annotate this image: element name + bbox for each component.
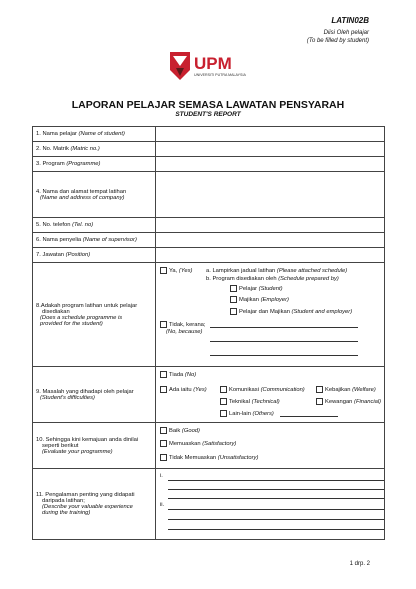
q11-line-6[interactable] (168, 529, 384, 530)
q10-satisfactory[interactable]: Memuaskan (Satisfactory) (160, 440, 236, 447)
q9-has-checkbox[interactable] (160, 386, 167, 393)
q9-others-line[interactable] (280, 416, 338, 417)
page-number: 1 drp. 2 (349, 561, 370, 567)
upm-logo (168, 50, 248, 84)
q8-reason-line-3[interactable] (210, 355, 358, 356)
q9-others[interactable]: Lain-lain (Others) (220, 410, 274, 417)
cell-q10 (156, 423, 385, 469)
q11-line-1[interactable] (168, 480, 384, 481)
input-company[interactable] (156, 172, 385, 218)
q9-others-checkbox[interactable] (220, 410, 227, 417)
input-programme[interactable] (156, 157, 385, 172)
q8-yes[interactable]: Ya, (Yes) (160, 267, 192, 274)
label-company: 4. Nama dan alamat tempat latihan (Name and address of company) (33, 172, 156, 218)
q11-ii: ii. (160, 502, 165, 508)
label-phone: 5. No. telefon (Tel. no) (33, 218, 156, 233)
q8-no[interactable]: Tidak, kerana; (160, 321, 206, 328)
q8-yes-checkbox[interactable] (160, 267, 167, 274)
q10-good-checkbox[interactable] (160, 427, 167, 434)
row-position (33, 248, 385, 263)
q8-reason-line-1[interactable] (210, 327, 358, 328)
input-phone[interactable] (156, 218, 385, 233)
q8-opt-student[interactable]: Pelajar (Student) (230, 285, 283, 292)
q9-communication[interactable]: Komunikasi (Communication) (220, 386, 305, 393)
row-q9 (33, 367, 385, 423)
q9-none[interactable]: Tiada (No) (160, 371, 196, 378)
q9-welfare[interactable]: Kebajikan (Welfare) (316, 386, 376, 393)
row-q8 (33, 263, 385, 367)
svg-text:UNIVERSITI PUTRA MALAYSIA: UNIVERSITI PUTRA MALAYSIA (194, 73, 246, 77)
input-name[interactable] (156, 127, 385, 142)
label-q11: 11. Pengalaman penting yang didapati daripada latihan; (Describe your valuable experience during the training) (33, 469, 156, 540)
cell-q9 (156, 367, 385, 423)
input-position[interactable] (156, 248, 385, 263)
label-supervisor: 6. Nama penyelia (Name of supervisor) (33, 233, 156, 248)
q9-communication-checkbox[interactable] (220, 386, 227, 393)
q11-line-3[interactable] (168, 498, 384, 499)
row-name (33, 127, 385, 142)
row-matric (33, 142, 385, 157)
label-position: 7. Jawatan (Position) (33, 248, 156, 263)
filled-by-en: (To be filled by student) (306, 38, 369, 44)
label-matric: 2. No. Matrik (Matric no.) (33, 142, 156, 157)
label-q10: 10. Sehingga kini kemajuan anda dinilai seperti berikut (Evaluate your programme) (33, 423, 156, 469)
report-table (32, 126, 385, 540)
row-supervisor (33, 233, 385, 248)
q10-satisfactory-checkbox[interactable] (160, 440, 167, 447)
q8-b: b. Program disediakan oleh (Schedule prepared by) (206, 276, 339, 282)
page-subtitle: STUDENT'S REPORT (175, 111, 241, 118)
q9-financial-checkbox[interactable] (316, 398, 323, 405)
q8-a: a. Lampirkan jadual latihan (Please attached schedule) (206, 268, 348, 274)
row-company (33, 172, 385, 218)
q8-opt-both-checkbox[interactable] (230, 308, 237, 315)
svg-text:UPM: UPM (194, 54, 232, 73)
page-title: LAPORAN PELAJAR SEMASA LAWATAN PENSYARAH (71, 99, 345, 111)
label-q9: 9. Masalah yang dihadapi oleh pelajar (Student's difficulties) (33, 367, 156, 423)
label-name: 1. Nama pelajar (Name of student) (33, 127, 156, 142)
input-matric[interactable] (156, 142, 385, 157)
form-code: LATIN02B (331, 16, 369, 25)
cell-q8 (156, 263, 385, 367)
cell-q11 (156, 469, 385, 540)
input-supervisor[interactable] (156, 233, 385, 248)
q8-opt-employer[interactable]: Majikan (Employer) (230, 296, 289, 303)
q9-technical-checkbox[interactable] (220, 398, 227, 405)
row-phone (33, 218, 385, 233)
q8-opt-employer-checkbox[interactable] (230, 296, 237, 303)
row-programme (33, 157, 385, 172)
q8-no-checkbox[interactable] (160, 321, 167, 328)
q11-line-4[interactable] (168, 509, 384, 510)
q10-unsatisfactory-checkbox[interactable] (160, 454, 167, 461)
q9-financial[interactable]: Kewangan (Financial) (316, 398, 381, 405)
q8-reason-line-2[interactable] (210, 341, 358, 342)
row-q10 (33, 423, 385, 469)
row-q11 (33, 469, 385, 540)
filled-by-ms: Diisi Oleh pelajar (323, 30, 369, 36)
q9-welfare-checkbox[interactable] (316, 386, 323, 393)
label-q8: 8.Adakah program latihan untuk pelajar disediakan (Does a schedule programme is provided for the student) (33, 263, 156, 367)
q8-opt-student-checkbox[interactable] (230, 285, 237, 292)
q8-opt-both[interactable]: Pelajar dan Majikan (Student and employer) (230, 308, 352, 315)
q9-technical[interactable]: Teknikal (Technical) (220, 398, 280, 405)
q8-no-en: (No, because) (166, 329, 203, 335)
q11-line-5[interactable] (168, 519, 384, 520)
q9-has[interactable]: Ada iaitu (Yes) (160, 386, 207, 393)
q10-good[interactable]: Baik (Good) (160, 427, 200, 434)
q11-line-2[interactable] (168, 489, 384, 490)
q11-i: i. (160, 473, 163, 479)
label-programme: 3. Program (Programme) (33, 157, 156, 172)
q10-unsatisfactory[interactable]: Tidak Memuaskan (Unsatisfactory) (160, 454, 258, 461)
q9-none-checkbox[interactable] (160, 371, 167, 378)
